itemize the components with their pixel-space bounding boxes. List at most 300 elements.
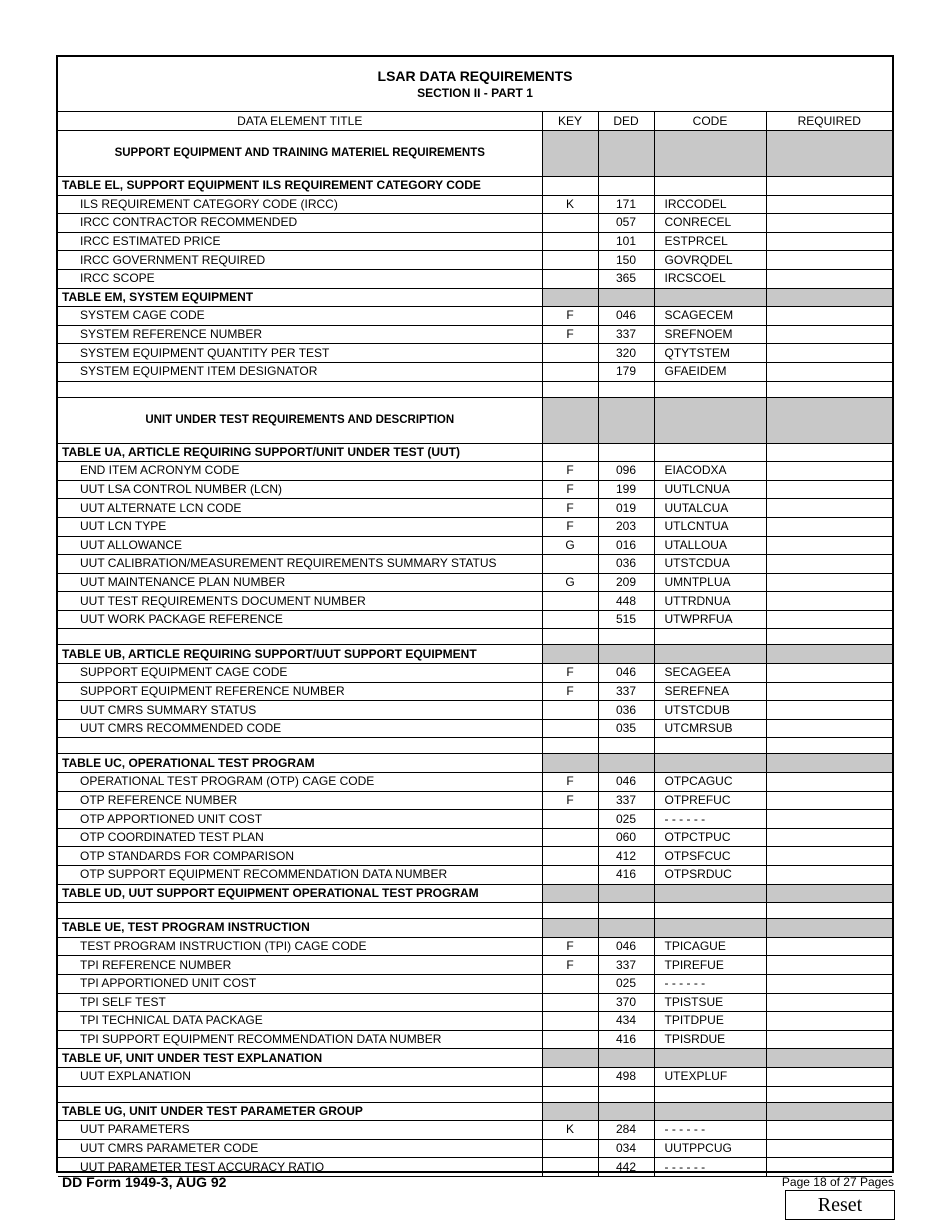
data-element-title: TPI TECHNICAL DATA PACKAGE	[58, 1012, 542, 1031]
shaded-cell	[542, 131, 598, 177]
data-element-title: UUT CMRS RECOMMENDED CODE	[58, 719, 542, 738]
required-input-cell[interactable]	[766, 610, 892, 629]
table-row	[58, 480, 892, 499]
code-cell: UTWPRFUA	[654, 610, 766, 629]
data-element-title: UUT CMRS PARAMETER CODE	[58, 1139, 542, 1158]
ded-cell: 060	[598, 828, 654, 847]
table-group-title: TABLE EM, SYSTEM EQUIPMENT	[58, 288, 542, 307]
required-input-cell[interactable]	[766, 956, 892, 975]
required-input-cell[interactable]	[766, 344, 892, 363]
table-group-row	[58, 443, 892, 462]
ded-cell: 203	[598, 517, 654, 536]
section-header-row	[58, 131, 892, 177]
empty-cell	[598, 903, 654, 919]
shaded-cell	[654, 754, 766, 773]
table-row	[58, 974, 892, 993]
key-cell	[542, 269, 598, 288]
code-cell: TPISRDUE	[654, 1030, 766, 1049]
required-input-cell[interactable]	[766, 682, 892, 701]
empty-cell	[542, 443, 598, 462]
page-title: LSAR DATA REQUIREMENTS	[377, 68, 573, 84]
ded-cell: 412	[598, 847, 654, 866]
column-header-ded: DED	[598, 112, 654, 131]
required-input-cell[interactable]	[766, 362, 892, 381]
shaded-cell	[654, 397, 766, 443]
data-element-title: UUT PARAMETER TEST ACCURACY RATIO	[58, 1158, 542, 1177]
ded-cell: 370	[598, 993, 654, 1012]
table-row	[58, 1030, 892, 1049]
empty-cell	[542, 381, 598, 397]
ded-cell: 034	[598, 1139, 654, 1158]
required-input-cell[interactable]	[766, 499, 892, 518]
shaded-cell	[654, 288, 766, 307]
empty-cell	[654, 903, 766, 919]
shaded-cell	[598, 1102, 654, 1121]
code-cell: GFAEIDEM	[654, 362, 766, 381]
ded-cell: 209	[598, 573, 654, 592]
table-row	[58, 325, 892, 344]
code-cell: TPICAGUE	[654, 937, 766, 956]
key-cell	[542, 1067, 598, 1086]
empty-cell	[766, 443, 892, 462]
required-input-cell[interactable]	[766, 1030, 892, 1049]
code-cell: TPISTSUE	[654, 993, 766, 1012]
required-input-cell[interactable]	[766, 307, 892, 326]
key-cell: G	[542, 573, 598, 592]
key-cell: F	[542, 307, 598, 326]
required-input-cell[interactable]	[766, 232, 892, 251]
shaded-cell	[766, 1102, 892, 1121]
data-element-title: OTP APPORTIONED UNIT COST	[58, 810, 542, 829]
key-cell	[542, 847, 598, 866]
key-cell: K	[542, 1121, 598, 1140]
empty-cell	[766, 177, 892, 196]
ded-cell: 025	[598, 810, 654, 829]
page-subtitle: SECTION II - PART 1	[417, 86, 533, 100]
code-cell: GOVRQDEL	[654, 251, 766, 270]
ded-cell: 179	[598, 362, 654, 381]
data-element-title: TPI SELF TEST	[58, 993, 542, 1012]
table-group-row	[58, 1049, 892, 1068]
form-number: DD Form 1949-3, AUG 92	[62, 1174, 227, 1190]
shaded-cell	[542, 397, 598, 443]
table-row	[58, 232, 892, 251]
ded-cell: 046	[598, 664, 654, 683]
ded-cell: 046	[598, 307, 654, 326]
table-group-row	[58, 884, 892, 903]
lsar-form	[56, 55, 894, 1173]
required-input-cell[interactable]	[766, 1012, 892, 1031]
empty-cell	[58, 1086, 542, 1102]
code-cell: UUTALCUA	[654, 499, 766, 518]
key-cell	[542, 719, 598, 738]
code-cell: OTPREFUC	[654, 791, 766, 810]
ded-cell: 035	[598, 719, 654, 738]
key-cell	[542, 1012, 598, 1031]
table-group-row	[58, 288, 892, 307]
required-input-cell[interactable]	[766, 773, 892, 792]
ded-cell: 515	[598, 610, 654, 629]
table-group-title: TABLE UB, ARTICLE REQUIRING SUPPORT/UUT SUPPORT EQUIPMENT	[58, 645, 542, 664]
required-input-cell[interactable]	[766, 791, 892, 810]
required-input-cell[interactable]	[766, 480, 892, 499]
table-group-row	[58, 754, 892, 773]
ded-cell: 284	[598, 1121, 654, 1140]
key-cell	[542, 974, 598, 993]
key-cell: F	[542, 517, 598, 536]
blank-row	[58, 738, 892, 754]
empty-cell	[542, 177, 598, 196]
required-input-cell[interactable]	[766, 573, 892, 592]
empty-cell	[58, 381, 542, 397]
table-group-title: TABLE UF, UNIT UNDER TEST EXPLANATION	[58, 1049, 542, 1068]
required-input-cell[interactable]	[766, 866, 892, 885]
key-cell	[542, 251, 598, 270]
blank-row	[58, 629, 892, 645]
data-element-title: IRCC GOVERNMENT REQUIRED	[58, 251, 542, 270]
empty-cell	[654, 177, 766, 196]
ded-cell: 046	[598, 773, 654, 792]
required-input-cell[interactable]	[766, 719, 892, 738]
empty-cell	[542, 629, 598, 645]
data-requirements-table	[58, 112, 892, 1177]
table-row	[58, 555, 892, 574]
key-cell	[542, 232, 598, 251]
shaded-cell	[542, 288, 598, 307]
key-cell	[542, 555, 598, 574]
code-cell: SREFNOEM	[654, 325, 766, 344]
code-cell: - - - - - -	[654, 1158, 766, 1177]
shaded-cell	[654, 1049, 766, 1068]
empty-cell	[654, 738, 766, 754]
empty-cell	[598, 381, 654, 397]
required-input-cell[interactable]	[766, 664, 892, 683]
ded-cell: 096	[598, 462, 654, 481]
table-group-row	[58, 177, 892, 196]
key-cell: F	[542, 462, 598, 481]
ded-cell: 448	[598, 592, 654, 611]
empty-cell	[58, 629, 542, 645]
shaded-cell	[542, 1049, 598, 1068]
code-cell: UTCMRSUB	[654, 719, 766, 738]
code-cell: OTPCAGUC	[654, 773, 766, 792]
key-cell: F	[542, 682, 598, 701]
data-element-title: UUT MAINTENANCE PLAN NUMBER	[58, 573, 542, 592]
data-element-title: UUT WORK PACKAGE REFERENCE	[58, 610, 542, 629]
key-cell	[542, 993, 598, 1012]
data-element-title: UUT TEST REQUIREMENTS DOCUMENT NUMBER	[58, 592, 542, 611]
table-row	[58, 701, 892, 720]
table-group-row	[58, 919, 892, 938]
data-element-title: OTP REFERENCE NUMBER	[58, 791, 542, 810]
table-group-title: TABLE UC, OPERATIONAL TEST PROGRAM	[58, 754, 542, 773]
code-cell: UUTPPCUG	[654, 1139, 766, 1158]
shaded-cell	[654, 919, 766, 938]
ded-cell: 442	[598, 1158, 654, 1177]
blank-row	[58, 1086, 892, 1102]
key-cell: F	[542, 664, 598, 683]
shaded-cell	[654, 1102, 766, 1121]
shaded-cell	[766, 131, 892, 177]
table-group-title: TABLE EL, SUPPORT EQUIPMENT ILS REQUIREMENT CATEGORY CODE	[58, 177, 542, 196]
data-element-title: SYSTEM EQUIPMENT QUANTITY PER TEST	[58, 344, 542, 363]
table-row	[58, 573, 892, 592]
code-cell: TPITDPUE	[654, 1012, 766, 1031]
reset-button[interactable]: Reset	[785, 1190, 895, 1220]
ded-cell: 019	[598, 499, 654, 518]
table-group-row	[58, 645, 892, 664]
code-cell: ESTPRCEL	[654, 232, 766, 251]
code-cell: OTPSFCUC	[654, 847, 766, 866]
ded-cell: 036	[598, 555, 654, 574]
table-row	[58, 810, 892, 829]
code-cell: - - - - - -	[654, 974, 766, 993]
table-group-title: TABLE UG, UNIT UNDER TEST PARAMETER GROUP	[58, 1102, 542, 1121]
data-element-title: ILS REQUIREMENT CATEGORY CODE (IRCC)	[58, 195, 542, 214]
shaded-cell	[766, 919, 892, 938]
shaded-cell	[598, 131, 654, 177]
empty-cell	[654, 443, 766, 462]
data-element-title: SYSTEM REFERENCE NUMBER	[58, 325, 542, 344]
data-element-title: IRCC SCOPE	[58, 269, 542, 288]
code-cell: CONRECEL	[654, 214, 766, 233]
data-element-title: OPERATIONAL TEST PROGRAM (OTP) CAGE CODE	[58, 773, 542, 792]
ded-cell: 016	[598, 536, 654, 555]
ded-cell: 337	[598, 682, 654, 701]
required-input-cell[interactable]	[766, 847, 892, 866]
code-cell: UTTRDNUA	[654, 592, 766, 611]
table-row	[58, 344, 892, 363]
shaded-cell	[766, 884, 892, 903]
data-element-title: UUT ALTERNATE LCN CODE	[58, 499, 542, 518]
required-input-cell[interactable]	[766, 592, 892, 611]
data-element-title: SYSTEM EQUIPMENT ITEM DESIGNATOR	[58, 362, 542, 381]
ded-cell: 036	[598, 701, 654, 720]
required-input-cell[interactable]	[766, 1139, 892, 1158]
empty-cell	[598, 738, 654, 754]
data-element-title: IRCC ESTIMATED PRICE	[58, 232, 542, 251]
required-input-cell[interactable]	[766, 1121, 892, 1140]
table-row	[58, 719, 892, 738]
data-element-title: UUT EXPLANATION	[58, 1067, 542, 1086]
required-input-cell[interactable]	[766, 269, 892, 288]
ded-cell: 498	[598, 1067, 654, 1086]
blank-row	[58, 381, 892, 397]
key-cell	[542, 214, 598, 233]
data-element-title: OTP COORDINATED TEST PLAN	[58, 828, 542, 847]
code-cell: IRCSCOEL	[654, 269, 766, 288]
column-header-row	[58, 112, 892, 131]
shaded-cell	[766, 1049, 892, 1068]
table-row	[58, 1139, 892, 1158]
blank-row	[58, 903, 892, 919]
page-number: Page 18 of 27 Pages	[781, 1175, 894, 1189]
required-input-cell[interactable]	[766, 251, 892, 270]
shaded-cell	[598, 754, 654, 773]
table-row	[58, 956, 892, 975]
required-input-cell[interactable]	[766, 828, 892, 847]
table-row	[58, 828, 892, 847]
required-input-cell[interactable]	[766, 1158, 892, 1177]
shaded-cell	[542, 754, 598, 773]
required-input-cell[interactable]	[766, 517, 892, 536]
table-row	[58, 214, 892, 233]
data-element-title: UUT PARAMETERS	[58, 1121, 542, 1140]
table-row	[58, 610, 892, 629]
key-cell: F	[542, 773, 598, 792]
data-element-title: TPI SUPPORT EQUIPMENT RECOMMENDATION DATA NUMBER	[58, 1030, 542, 1049]
table-group-title: TABLE UD, UUT SUPPORT EQUIPMENT OPERATIONAL TEST PROGRAM	[58, 884, 542, 903]
ded-cell: 199	[598, 480, 654, 499]
code-cell: - - - - - -	[654, 1121, 766, 1140]
key-cell: F	[542, 937, 598, 956]
key-cell	[542, 610, 598, 629]
code-cell: OTPCTPUC	[654, 828, 766, 847]
data-element-title: TPI REFERENCE NUMBER	[58, 956, 542, 975]
shaded-cell	[598, 288, 654, 307]
required-input-cell[interactable]	[766, 701, 892, 720]
empty-cell	[58, 738, 542, 754]
table-row	[58, 307, 892, 326]
code-cell: TPIREFUE	[654, 956, 766, 975]
data-element-title: UUT LCN TYPE	[58, 517, 542, 536]
empty-cell	[654, 381, 766, 397]
data-element-title: UUT CALIBRATION/MEASUREMENT REQUIREMENTS SUMMARY STATUS	[58, 555, 542, 574]
key-cell: F	[542, 499, 598, 518]
required-input-cell[interactable]	[766, 462, 892, 481]
ded-cell: 057	[598, 214, 654, 233]
empty-cell	[598, 1086, 654, 1102]
shaded-cell	[766, 288, 892, 307]
key-cell: G	[542, 536, 598, 555]
shaded-cell	[654, 131, 766, 177]
code-cell: SEREFNEA	[654, 682, 766, 701]
shaded-cell	[766, 754, 892, 773]
required-input-cell[interactable]	[766, 974, 892, 993]
table-row	[58, 937, 892, 956]
ded-cell: 434	[598, 1012, 654, 1031]
key-cell	[542, 1158, 598, 1177]
required-input-cell[interactable]	[766, 214, 892, 233]
empty-cell	[766, 903, 892, 919]
section-header-row	[58, 397, 892, 443]
table-row	[58, 362, 892, 381]
empty-cell	[598, 177, 654, 196]
section-title: UNIT UNDER TEST REQUIREMENTS AND DESCRIPTION	[58, 397, 542, 443]
empty-cell	[542, 1086, 598, 1102]
empty-cell	[766, 1086, 892, 1102]
required-input-cell[interactable]	[766, 536, 892, 555]
table-row	[58, 592, 892, 611]
required-input-cell[interactable]	[766, 810, 892, 829]
table-row	[58, 847, 892, 866]
table-row	[58, 1067, 892, 1086]
key-cell: F	[542, 956, 598, 975]
shaded-cell	[598, 884, 654, 903]
ded-cell: 337	[598, 791, 654, 810]
key-cell	[542, 828, 598, 847]
column-header-required: REQUIRED	[766, 112, 892, 131]
key-cell	[542, 362, 598, 381]
data-element-title: OTP SUPPORT EQUIPMENT RECOMMENDATION DATA NUMBER	[58, 866, 542, 885]
empty-cell	[542, 903, 598, 919]
required-input-cell[interactable]	[766, 1067, 892, 1086]
required-input-cell[interactable]	[766, 195, 892, 214]
shaded-cell	[542, 919, 598, 938]
ded-cell: 337	[598, 325, 654, 344]
ded-cell: 046	[598, 937, 654, 956]
key-cell: F	[542, 791, 598, 810]
table-group-title: TABLE UA, ARTICLE REQUIRING SUPPORT/UNIT UNDER TEST (UUT)	[58, 443, 542, 462]
data-element-title: END ITEM ACRONYM CODE	[58, 462, 542, 481]
empty-cell	[766, 381, 892, 397]
key-cell	[542, 1139, 598, 1158]
code-cell: - - - - - -	[654, 810, 766, 829]
data-element-title: SUPPORT EQUIPMENT CAGE CODE	[58, 664, 542, 683]
table-row	[58, 195, 892, 214]
ded-cell: 150	[598, 251, 654, 270]
ded-cell: 416	[598, 1030, 654, 1049]
shaded-cell	[542, 1102, 598, 1121]
key-cell: F	[542, 325, 598, 344]
key-cell	[542, 344, 598, 363]
key-cell	[542, 1030, 598, 1049]
ded-cell: 365	[598, 269, 654, 288]
table-row	[58, 536, 892, 555]
key-cell	[542, 810, 598, 829]
table-row	[58, 1012, 892, 1031]
table-row	[58, 251, 892, 270]
key-cell	[542, 701, 598, 720]
table-row	[58, 269, 892, 288]
shaded-cell	[598, 645, 654, 664]
code-cell: SECAGEEA	[654, 664, 766, 683]
required-input-cell[interactable]	[766, 325, 892, 344]
section-title: SUPPORT EQUIPMENT AND TRAINING MATERIEL REQUIREMENTS	[58, 131, 542, 177]
data-element-title: IRCC CONTRACTOR RECOMMENDED	[58, 214, 542, 233]
data-element-title: UUT CMRS SUMMARY STATUS	[58, 701, 542, 720]
code-cell: UTLCNTUA	[654, 517, 766, 536]
key-cell	[542, 866, 598, 885]
empty-cell	[542, 738, 598, 754]
table-row	[58, 682, 892, 701]
data-element-title: UUT LSA CONTROL NUMBER (LCN)	[58, 480, 542, 499]
column-header-title: DATA ELEMENT TITLE	[58, 112, 542, 131]
code-cell: UUTLCNUA	[654, 480, 766, 499]
data-element-title: TPI APPORTIONED UNIT COST	[58, 974, 542, 993]
code-cell: OTPSRDUC	[654, 866, 766, 885]
empty-cell	[598, 629, 654, 645]
code-cell: UMNTPLUA	[654, 573, 766, 592]
required-input-cell[interactable]	[766, 993, 892, 1012]
required-input-cell[interactable]	[766, 937, 892, 956]
ded-cell: 416	[598, 866, 654, 885]
data-element-title: SUPPORT EQUIPMENT REFERENCE NUMBER	[58, 682, 542, 701]
shaded-cell	[654, 645, 766, 664]
ded-cell: 337	[598, 956, 654, 975]
ded-cell: 171	[598, 195, 654, 214]
column-header-code: CODE	[654, 112, 766, 131]
shaded-cell	[654, 884, 766, 903]
table-row	[58, 664, 892, 683]
empty-cell	[654, 629, 766, 645]
data-element-title: OTP STANDARDS FOR COMPARISON	[58, 847, 542, 866]
code-cell: IRCCODEL	[654, 195, 766, 214]
required-input-cell[interactable]	[766, 555, 892, 574]
ded-cell: 101	[598, 232, 654, 251]
empty-cell	[598, 443, 654, 462]
empty-cell	[654, 1086, 766, 1102]
